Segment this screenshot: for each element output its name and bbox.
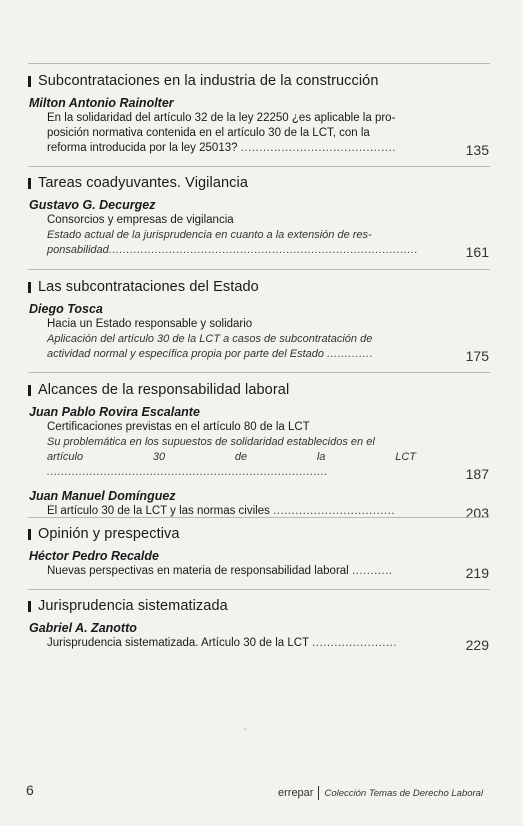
section-heading-text: Las subcontrataciones del Estado bbox=[38, 279, 259, 295]
footer-separator bbox=[318, 786, 319, 800]
entry-title: Certificaciones previstas en el artículo 80 de la LCT bbox=[47, 421, 310, 433]
section-heading bbox=[28, 72, 490, 90]
section-divider bbox=[28, 166, 490, 167]
toc-section-6 bbox=[28, 597, 490, 651]
page-number: 161 bbox=[465, 244, 489, 260]
publisher-brand: errepar bbox=[278, 787, 314, 799]
toc-section-1 bbox=[28, 72, 490, 156]
entry-title: Jurisprudencia sistematizada. Artículo 30 de la LCT ....................... bbox=[47, 637, 398, 649]
entry-title-line: posición normativa contenida en el artículo 30 de la LCT, con la bbox=[47, 127, 370, 139]
entry-subtitle-line: Su problemática en los supuestos de solidaridad establecidos en el bbox=[47, 436, 375, 448]
toc-section-2 bbox=[28, 174, 490, 258]
author-name: Gustavo G. Decurgez bbox=[29, 198, 156, 212]
section-divider bbox=[28, 269, 490, 270]
toc-section-5 bbox=[28, 525, 490, 579]
entry-title-line: En la solidaridad del artículo 32 de la ley 22250 ¿es aplicable la pro- bbox=[47, 112, 396, 124]
page-number: 175 bbox=[465, 348, 489, 364]
toc-entry[interactable] bbox=[47, 564, 489, 581]
author-name: Héctor Pedro Recalde bbox=[29, 549, 159, 563]
section-marker-icon bbox=[28, 178, 31, 189]
footer-publisher bbox=[278, 786, 483, 800]
section-heading-text: Tareas coadyuvantes. Vigilancia bbox=[38, 175, 248, 191]
section-heading-text: Alcances de la responsabilidad laboral bbox=[38, 382, 290, 398]
section-divider bbox=[28, 372, 490, 373]
entry-title: Nuevas perspectivas en materia de responsabilidad laboral ........... bbox=[47, 565, 393, 577]
paper-speck: * bbox=[243, 726, 247, 737]
entry-subtitle-line: ponsabilidad....................................................................................... bbox=[47, 244, 419, 256]
entry-subtitle-line: actividad normal y específica propia por parte del Estado ............. bbox=[47, 348, 374, 360]
section-marker-icon bbox=[28, 385, 31, 396]
entry-title-line: reforma introducida por la ley 25013? .......................................... bbox=[47, 142, 396, 154]
section-divider bbox=[28, 63, 490, 64]
section-heading bbox=[28, 525, 490, 543]
section-marker-icon bbox=[28, 529, 31, 540]
toc-entry[interactable] bbox=[47, 317, 489, 364]
section-heading-text: Jurisprudencia sistematizada bbox=[38, 598, 228, 614]
section-divider bbox=[28, 517, 490, 518]
page-number: 135 bbox=[465, 142, 489, 158]
section-heading bbox=[28, 174, 490, 192]
author-name: Diego Tosca bbox=[29, 302, 103, 316]
entry-title: El artículo 30 de la LCT y las normas civiles ................................. bbox=[47, 505, 395, 517]
author-name: Gabriel A. Zanotto bbox=[29, 621, 137, 635]
section-marker-icon bbox=[28, 601, 31, 612]
page-number: 229 bbox=[465, 637, 489, 653]
section-marker-icon bbox=[28, 76, 31, 87]
entry-subtitle-line: Aplicación del artículo 30 de la LCT a casos de subcontratación de bbox=[47, 333, 373, 345]
section-heading bbox=[28, 597, 490, 615]
author-name: Juan Manuel Domínguez bbox=[29, 489, 176, 503]
entry-title: Consorcios y empresas de vigilancia bbox=[47, 214, 234, 226]
toc-entry[interactable] bbox=[47, 636, 489, 653]
entry-title: Hacia un Estado responsable y solidario bbox=[47, 318, 253, 330]
page-number: 187 bbox=[465, 466, 489, 482]
section-divider bbox=[28, 589, 490, 590]
section-marker-icon bbox=[28, 282, 31, 293]
toc-entry[interactable] bbox=[47, 213, 489, 260]
collection-name: Colección Temas de Derecho Laboral bbox=[324, 787, 484, 799]
section-heading-text: Subcontrataciones en la industria de la construcción bbox=[38, 73, 379, 89]
toc-section-4 bbox=[28, 381, 490, 519]
entry-subtitle-line: Estado actual de la jurisprudencia en cuanto a la extensión de res- bbox=[47, 229, 372, 241]
section-heading bbox=[28, 278, 490, 296]
toc-entry[interactable] bbox=[47, 420, 489, 482]
page-number: 219 bbox=[465, 565, 489, 581]
toc-section-3 bbox=[28, 278, 490, 362]
section-heading bbox=[28, 381, 490, 399]
section-heading-text: Opinión y prespectiva bbox=[38, 526, 180, 542]
author-name: Milton Antonio Rainolter bbox=[29, 96, 174, 110]
toc-entry[interactable] bbox=[47, 111, 489, 158]
entry-subtitle-line: artículo 30 de la LCT ............................................................................... bbox=[47, 451, 416, 478]
page-number: 203 bbox=[465, 505, 489, 521]
author-name: Juan Pablo Rovira Escalante bbox=[29, 405, 200, 419]
footer-page-number: 6 bbox=[26, 782, 34, 798]
